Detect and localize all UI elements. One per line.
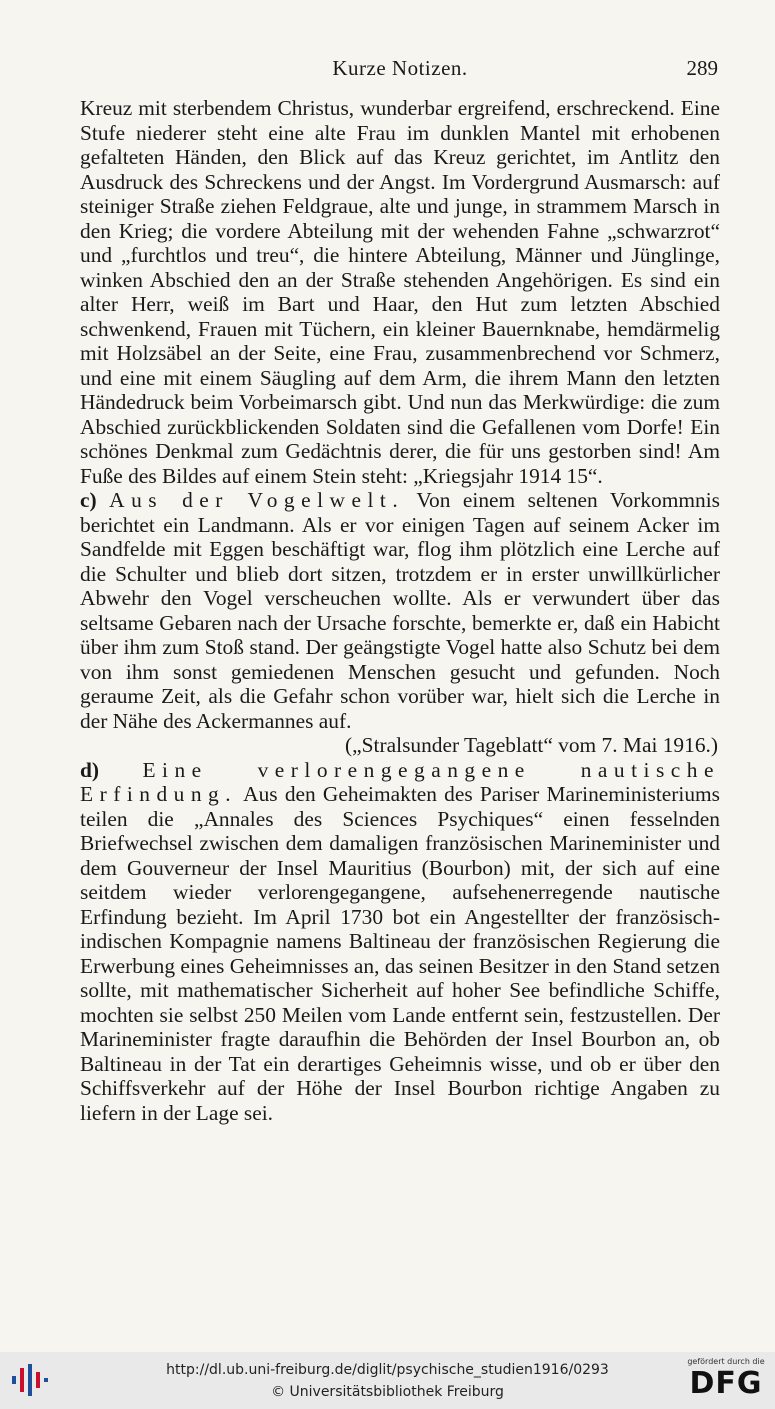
section-c-marker: c) (80, 488, 97, 512)
copyright-notice: © Universitätsbibliothek Freiburg (271, 1384, 504, 1400)
running-header (80, 56, 720, 86)
section-c-heading: Aus der Vogelwelt. (109, 488, 405, 512)
dfg-wordmark: DFG (689, 1366, 763, 1401)
page-body (80, 96, 720, 1125)
section-c-source: („Stralsunder Tageblatt“ vom 7. Mai 1916.) (345, 733, 718, 757)
page-number: 289 (686, 56, 718, 80)
section-d-marker: d) (80, 757, 100, 782)
section-d-heading: Eine verlorengegangene nautische Erfindung. (80, 757, 720, 806)
section-d (80, 758, 720, 1126)
section-title: Kurze Notizen. (332, 56, 468, 80)
paragraph-continuation: Kreuz mit sterbendem Christus, wunderbar ergreifend, erschreckend. Eine Stufe niederer steht eine alte Frau im dunklen Mantel mit erhobenen gefalteten Händen, den Blick auf das Kreuz gerichtet, im Antlitz den Ausdruck des Schreckens und der Angst. Im Vordergrund Ausmarsch: auf steiniger Straße ziehen Feldgraue, alte und junge, in strammem Marsch in den Krieg; die vordere Abteilung mit der wehenden Fahne „schwarzrot“ und „furchtlos und treu“, die hintere Abteilung, Männer und Jünglinge, winken Abschied den an der Straße stehenden Angehörigen. Es sind ein alter Herr, weiß im Bart und Haar, den Hut zum letzten Abschied schwenkend, Frauen mit Tüchern, ein kleiner Bauernknabe, hemdärmelig mit Holzsäbel an der Seite, eine Frau, zusammenbrechend vor Schmerz, und eine mit einem Säugling auf dem Arm, die ihrem Mann den letzten Händedruck beim Vorbeimarsch gibt. Und nun das Merkwürdige: die zum Abschied zurückblickenden Soldaten sind die Gefallenen vom Dorfe! Ein schönes Denkmal zum Gedächtnis derer, die für uns gestorben sind! Am Fuße des Bildes auf einem Stein steht: „Kriegsjahr 1914 15“. (80, 96, 720, 488)
funding-note: gefördert durch die (687, 1357, 765, 1366)
viewer-footer (0, 1352, 775, 1409)
permalink-url[interactable]: http://dl.ub.uni-freiburg.de/diglit/psychische_studien1916/0293 (166, 1362, 609, 1378)
dfg-logo (687, 1357, 765, 1405)
section-c (80, 488, 720, 733)
section-d-text: Aus den Geheimakten des Pariser Marineministeriums teilen die „Annales des Sciences Psychiques“ einen fesselnden Briefwechsel zwischen dem damaligen französischen Marineminister und dem Gouverneur der Insel Mauritius (Bourbon) mit, der sich auf eine seitdem wieder verlorengegangene, aufsehenerregende nautische Erfindung bezieht. Im April 1730 bot ein Angestellter der französisch-indischen Kompagnie namens Baltineau der französischen Regierung die Erwerbung eines Geheimnisses an, das seinen Besitzer in den Stand setzen sollte, mit mathematischer Sicherheit auf hoher See befindliche Schiffe, mochten sie selbst 250 Meilen vom Lande entfernt sein, festzustellen. Der Marineminister fragte daraufhin die Behörden der Insel Bourbon an, ob Baltineau in der Tat ein derartiges Geheimnis wisse, und ob er über den Schiffsverkehr auf der Höhe der Insel Bourbon richtige Angaben zu liefern in der Lage sei. (80, 782, 721, 1125)
section-c-text: Von einem seltenen Vorkommnis berichtet ein Landmann. Als er vor einigen Tagen auf seinem Acker im Sandfelde mit Eggen beschäftigt war, flog ihm plötzlich eine Lerche auf die Schulter und blieb dort sitzen, trotzdem er in erster unwillkürlicher Abwehr den Vogel verscheuchen wollte. Als er verwundert über das seltsame Gebaren nach der Ursache forschte, bemerkte er, daß ein Habicht über ihm zum Stoß stand. Der geängstigte Vogel hatte also Schutz bei dem von ihm sonst gemiedenen Menschen gesucht und gefunden. Noch geraume Zeit, als die Gefahr schon vorüber war, hielt sich die Lerche in der Nähe des Ackermannes auf. (80, 488, 720, 733)
